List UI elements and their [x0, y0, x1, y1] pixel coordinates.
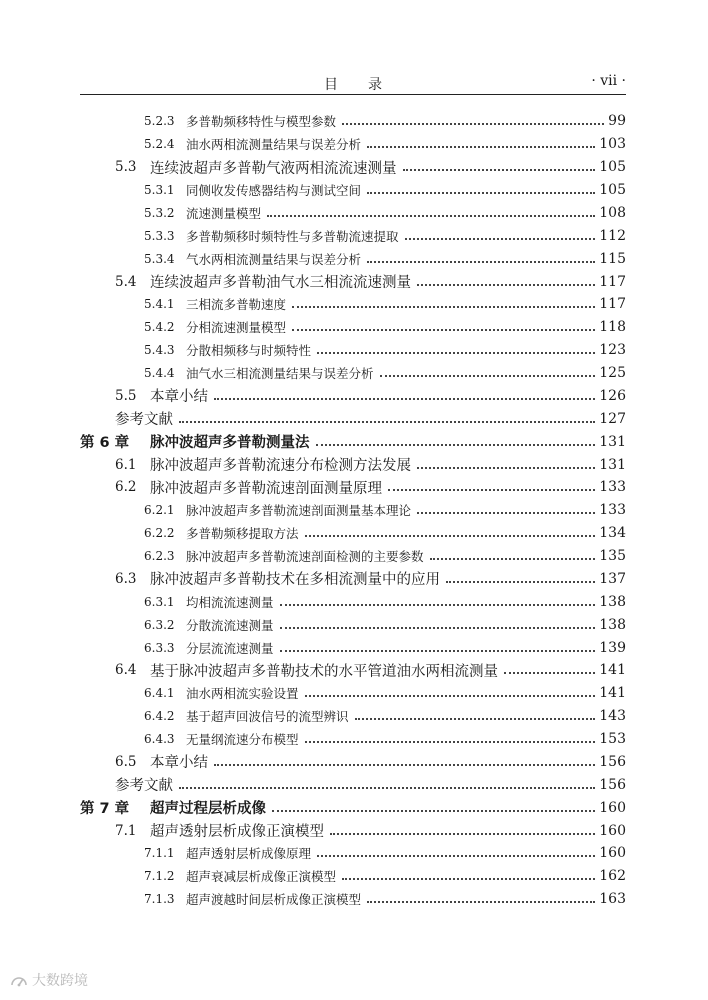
toc-entry-number: 6.3.3 — [144, 640, 175, 655]
toc-entry-ref[interactable] — [80, 773, 626, 796]
toc-dot-leader — [214, 398, 595, 400]
toc-entry-title: 均相流流速测量 — [186, 594, 274, 610]
toc-entry-page-number: 138 — [599, 593, 626, 610]
toc-entry-number: 6.4.2 — [144, 709, 175, 724]
toc-entry-title: 超声透射层析成像正演模型 — [150, 824, 324, 841]
toc-entry-number: 5.5 — [115, 387, 137, 404]
toc-entry-title: 基于脉冲波超声多普勒技术的水平管道油水两相流测量 — [150, 663, 498, 680]
toc-entry-page-number: 133 — [599, 479, 626, 496]
toc-entry-number: 5.4.4 — [144, 366, 175, 381]
toc-entry-title: 分相流速测量模型 — [186, 320, 287, 336]
toc-entry-page-number: 105 — [599, 182, 626, 199]
toc-entry-section[interactable] — [80, 659, 626, 682]
toc-entry-number: 6.3.1 — [144, 594, 175, 609]
toc-dot-leader — [446, 581, 595, 583]
toc-entry-page-number: 117 — [599, 273, 626, 290]
toc-entry-page-number: 163 — [599, 891, 626, 908]
toc-dot-leader — [417, 284, 595, 286]
toc-dot-leader — [504, 672, 595, 674]
toc-dot-leader — [367, 901, 595, 903]
toc-entry-number: 6.5 — [115, 753, 137, 770]
toc-dot-leader — [403, 169, 596, 171]
toc-dot-leader — [380, 375, 596, 377]
toc-entry-page-number: 156 — [599, 776, 626, 793]
toc-entry-title: 超声衰减层析成像正演模型 — [186, 869, 337, 885]
toc-entry-title: 流速测量模型 — [186, 205, 262, 221]
toc-entry-sub[interactable] — [80, 865, 626, 888]
toc-entry-number: 5.3.3 — [144, 228, 175, 243]
toc-dot-leader — [316, 444, 596, 446]
toc-entry-page-number: 133 — [599, 502, 626, 519]
toc-entry-sub[interactable] — [80, 842, 626, 865]
toc-entry-number: 第 6 章 — [80, 435, 130, 452]
toc-entry-sub[interactable] — [80, 522, 626, 545]
toc-entry-title: 本章小结 — [150, 755, 208, 772]
toc-dot-leader — [179, 421, 595, 423]
toc-entry-sub[interactable] — [80, 545, 626, 568]
toc-entry-page-number: 118 — [599, 319, 626, 336]
toc-entry-number: 5.3.2 — [144, 205, 175, 220]
toc-entry-sub[interactable] — [80, 613, 626, 636]
toc-entry-page-number: 156 — [599, 753, 626, 770]
toc-entry-number: 6.4.3 — [144, 732, 175, 747]
toc-dot-leader — [214, 764, 595, 766]
toc-entry-sub[interactable] — [80, 247, 626, 270]
toc-entry-title: 连续波超声多普勒气液两相流流速测量 — [150, 160, 397, 177]
toc-entry-page-number: 131 — [599, 456, 626, 473]
toc-entry-number: 5.3 — [115, 159, 137, 176]
toc-dot-leader — [280, 627, 596, 629]
toc-entry-sub[interactable] — [80, 316, 626, 339]
toc-entry-page-number: 160 — [599, 799, 626, 816]
toc-entry-number: 6.3.2 — [144, 617, 175, 632]
toc-entry-title: 分散相频移与时频特性 — [186, 343, 312, 359]
toc-entry-title: 超声渡越时间层析成像正演模型 — [186, 892, 362, 908]
toc-entry-section[interactable] — [80, 568, 626, 591]
toc-entry-section[interactable] — [80, 270, 626, 293]
toc-entry-page-number: 143 — [599, 708, 626, 725]
page-number-label: · vii · — [591, 73, 626, 89]
toc-entry-title: 超声过程层析成像 — [150, 801, 266, 818]
toc-entry-number: 6.2.1 — [144, 503, 175, 518]
toc-entry-sub[interactable] — [80, 133, 626, 156]
toc-entry-page-number: 160 — [599, 822, 626, 839]
toc-entry-page-number: 108 — [599, 204, 626, 221]
toc-dot-leader — [330, 833, 595, 835]
page-title: 目录 — [324, 77, 412, 93]
toc-entry-title: 气水两相流测量结果与误差分析 — [186, 251, 362, 267]
toc-entry-page-number: 125 — [599, 365, 626, 382]
toc-entry-sub[interactable] — [80, 682, 626, 705]
toc-entry-sub[interactable] — [80, 499, 626, 522]
toc-dot-leader — [305, 741, 596, 743]
toc-dot-leader — [305, 535, 596, 537]
toc-entry-page-number: 131 — [599, 433, 626, 450]
watermark — [10, 970, 88, 990]
toc-entry-page-number: 160 — [599, 845, 626, 862]
toc-dot-leader — [305, 695, 596, 697]
toc-entry-page-number: 135 — [599, 548, 626, 565]
toc-entry-title: 超声透射层析成像原理 — [186, 846, 312, 862]
toc-entry-number: 5.4.1 — [144, 297, 175, 312]
toc-entry-title: 同侧收发传感器结构与测试空间 — [186, 183, 362, 199]
toc-entry-number: 7.1 — [115, 822, 137, 839]
toc-entry-page-number: 127 — [599, 410, 626, 427]
toc-entry-page-number: 141 — [599, 685, 626, 702]
toc-entry-sub[interactable] — [80, 339, 626, 362]
toc-dot-leader — [317, 352, 595, 354]
toc-dot-leader — [367, 146, 595, 148]
toc-entry-number: 5.4.2 — [144, 320, 175, 335]
toc-entry-page-number: 141 — [599, 662, 626, 679]
toc-dot-leader — [342, 123, 604, 125]
toc-entry-chapter[interactable] — [80, 796, 626, 819]
toc-entry-title: 基于超声回波信号的流型辨识 — [186, 709, 349, 725]
toc-entry-title: 多普勒频移提取方法 — [186, 526, 299, 542]
toc-entry-section[interactable] — [80, 385, 626, 408]
toc-entry-title: 参考文献 — [115, 778, 173, 795]
toc-dot-leader — [417, 467, 595, 469]
toc-dot-leader — [342, 878, 595, 880]
toc-entry-number: 7.1.3 — [144, 892, 175, 907]
toc-entry-number: 6.3 — [115, 570, 137, 587]
toc-entry-title: 无量纲流速分布模型 — [186, 732, 299, 748]
toc-entry-section[interactable] — [80, 819, 626, 842]
toc-entry-number: 5.2.3 — [144, 114, 175, 129]
toc-dot-leader — [280, 650, 596, 652]
toc-entry-page-number: 153 — [599, 731, 626, 748]
toc-entry-title: 脉冲波超声多普勒技术在多相流测量中的应用 — [150, 572, 440, 589]
toc-dot-leader — [417, 512, 595, 514]
toc-entry-section[interactable] — [80, 476, 626, 499]
toc-entry-title: 油水两相流实验设置 — [186, 686, 299, 702]
toc-dot-leader — [367, 261, 595, 263]
toc-entry-title: 参考文献 — [115, 412, 173, 429]
toc-entry-title: 分层流流速测量 — [186, 640, 274, 656]
toc-entry-title: 脉冲波超声多普勒流速剖面测量原理 — [150, 480, 382, 497]
toc-entry-page-number: 103 — [599, 136, 626, 153]
toc-entry-number: 6.2 — [115, 479, 137, 496]
toc-entry-page-number: 123 — [599, 342, 626, 359]
toc-entry-number: 7.1.1 — [144, 846, 175, 861]
toc-entry-number: 6.2.3 — [144, 549, 175, 564]
toc-entry-title: 连续波超声多普勒油气水三相流流速测量 — [150, 275, 411, 292]
toc-entry-sub[interactable] — [80, 224, 626, 247]
toc-dot-leader — [292, 329, 595, 331]
toc-entry-page-number: 115 — [599, 250, 626, 267]
toc-entry-title: 脉冲波超声多普勒流速分布检测方法发展 — [150, 458, 411, 475]
toc-entry-number: 7.1.2 — [144, 869, 175, 884]
toc-entry-sub[interactable] — [80, 590, 626, 613]
toc-dot-leader — [179, 787, 595, 789]
page-header — [80, 70, 626, 95]
toc-entry-title: 本章小结 — [150, 389, 208, 406]
toc-entry-number: 第 7 章 — [80, 801, 130, 818]
toc-entry-title: 脉冲波超声多普勒流速剖面检测的主要参数 — [186, 549, 424, 565]
toc-dot-leader — [355, 718, 596, 720]
toc-entry-number: 5.3.4 — [144, 251, 175, 266]
toc-entry-section[interactable] — [80, 751, 626, 774]
toc-entry-page-number: 105 — [599, 159, 626, 176]
toc-entry-page-number: 112 — [599, 227, 626, 244]
toc-entry-page-number: 137 — [599, 570, 626, 587]
toc-entry-title: 脉冲波超声多普勒测量法 — [150, 435, 310, 452]
toc-entry-number: 5.4 — [115, 273, 137, 290]
watermark-text: 大数跨境 — [32, 973, 88, 989]
toc-entry-number: 6.4 — [115, 662, 137, 679]
toc-entry-sub[interactable] — [80, 202, 626, 225]
toc-entry-title: 三相流多普勒速度 — [186, 297, 287, 313]
toc-entry-number: 5.2.4 — [144, 137, 175, 152]
toc-entry-page-number: 134 — [599, 525, 626, 542]
table-of-contents — [80, 110, 626, 911]
toc-entry-sub[interactable] — [80, 179, 626, 202]
toc-dot-leader — [367, 192, 595, 194]
toc-entry-page-number: 138 — [599, 616, 626, 633]
toc-entry-number: 6.2.2 — [144, 526, 175, 541]
toc-dot-leader — [272, 810, 595, 812]
toc-entry-page-number: 117 — [599, 296, 626, 313]
toc-dot-leader — [430, 558, 596, 560]
toc-entry-sub[interactable] — [80, 888, 626, 911]
toc-entry-number: 6.1 — [115, 456, 137, 473]
toc-entry-sub[interactable] — [80, 110, 626, 133]
toc-entry-number: 6.4.1 — [144, 686, 175, 701]
toc-entry-page-number: 126 — [599, 387, 626, 404]
toc-entry-page-number: 139 — [599, 639, 626, 656]
toc-dot-leader — [405, 238, 596, 240]
toc-dot-leader — [267, 215, 595, 217]
toc-entry-title: 脉冲波超声多普勒流速剖面测量基本理论 — [186, 503, 412, 519]
toc-dot-leader — [388, 489, 595, 491]
toc-entry-ref[interactable] — [80, 407, 626, 430]
toc-entry-sub[interactable] — [80, 705, 626, 728]
toc-dot-leader — [280, 604, 596, 606]
toc-entry-title: 多普勒频移特性与模型参数 — [186, 114, 337, 130]
toc-entry-page-number: 99 — [608, 113, 626, 130]
toc-entry-sub[interactable] — [80, 293, 626, 316]
toc-entry-title: 油水两相流测量结果与误差分析 — [186, 137, 362, 153]
toc-entry-chapter[interactable] — [80, 430, 626, 453]
toc-dot-leader — [292, 306, 595, 308]
speed-logo-icon — [10, 973, 28, 987]
toc-entry-number: 5.3.1 — [144, 183, 175, 198]
toc-entry-page-number: 162 — [599, 868, 626, 885]
toc-entry-title: 多普勒频移时频特性与多普勒流速提取 — [186, 228, 399, 244]
toc-entry-sub[interactable] — [80, 362, 626, 385]
toc-entry-section[interactable] — [80, 453, 626, 476]
toc-entry-sub[interactable] — [80, 636, 626, 659]
toc-entry-section[interactable] — [80, 156, 626, 179]
toc-entry-title: 油气水三相流测量结果与误差分析 — [186, 366, 374, 382]
toc-dot-leader — [317, 855, 595, 857]
toc-entry-number: 5.4.3 — [144, 343, 175, 358]
toc-entry-sub[interactable] — [80, 728, 626, 751]
toc-entry-title: 分散流流速测量 — [186, 617, 274, 633]
